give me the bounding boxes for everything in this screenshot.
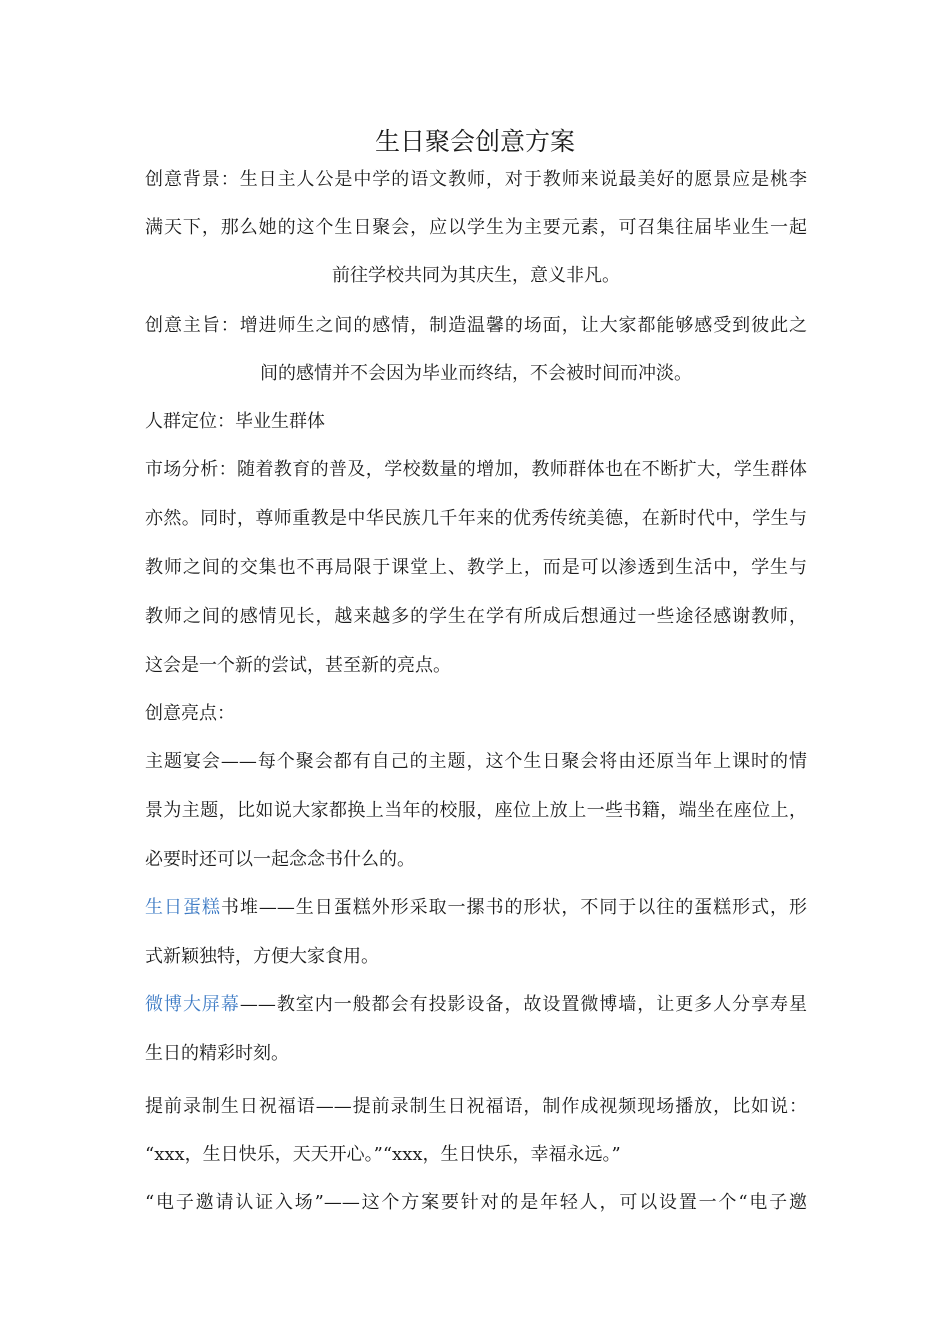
highlights-heading: 创意亮点： — [145, 703, 235, 724]
invite-line-1: “电子邀请认证入场”——这个方案要针对的是年轻人，可以设置一个“电子邀 — [145, 1192, 807, 1213]
video-line-1: 提前录制生日祝福语——提前录制生日祝福语，制作成视频现场播放，比如说： — [145, 1096, 807, 1117]
video-line-2: “xxx，生日快乐，天天开心。”“xxx，生日快乐，幸福永远。” — [145, 1144, 621, 1165]
market-label: 市场分析： — [145, 459, 237, 480]
market-line-2: 亦然。同时，尊师重教是中华民族几千年来的优秀传统美德，在新时代中，学生与 — [145, 508, 807, 529]
theme-line-2: 景为主题，比如说大家都换上当年的校服，座位上放上一些书籍，端坐在座位上， — [145, 800, 807, 821]
cake-line-2: 式新颖独特，方便大家食用。 — [145, 946, 379, 967]
purpose-line-2: 间的感情并不会因为毕业而终结，不会被时间而冲淡。 — [260, 363, 692, 384]
theme-line-1: 主题宴会——每个聚会都有自己的主题，这个生日聚会将由还原当年上课时的情 — [145, 751, 807, 772]
background-line-2: 满天下，那么她的这个生日聚会，应以学生为主要元素，可召集往届毕业生一起 — [145, 217, 807, 238]
market-line-4: 教师之间的感情见长，越来越多的学生在学有所成后想通过一些途径感谢教师， — [145, 606, 807, 627]
market-line-3: 教师之间的交集也不再局限于课堂上、教学上，而是可以渗透到生活中，学生与 — [145, 557, 807, 578]
theme-line-3: 必要时还可以一起念念书什么的。 — [145, 849, 415, 870]
cake-link[interactable]: 生日蛋糕 — [145, 897, 221, 918]
purpose-line-1: 创意主旨：增进师生之间的感情，制造温馨的场面，让大家都能够感受到彼此之 — [145, 315, 807, 336]
weibo-line-2: 生日的精彩时刻。 — [145, 1043, 289, 1064]
purpose-label: 创意主旨： — [145, 315, 240, 336]
background-line-3: 前往学校共同为其庆生，意义非凡。 — [332, 265, 620, 286]
audience-value: 毕业生群体 — [235, 411, 325, 432]
market-line-5: 这会是一个新的尝试，甚至新的亮点。 — [145, 655, 451, 676]
market-line-1: 市场分析：随着教育的普及，学校数量的增加，教师群体也在不断扩大，学生群体 — [145, 459, 807, 480]
weibo-line-1: 微博大屏幕——教室内一般都会有投影设备，故设置微博墙，让更多人分享寿星 — [145, 994, 807, 1015]
audience-label: 人群定位： — [145, 411, 235, 432]
audience-line — [145, 408, 807, 436]
weibo-link[interactable]: 微博大屏幕 — [145, 994, 240, 1015]
page-title: 生日聚会创意方案 — [374, 127, 575, 156]
cake-line-1: 生日蛋糕书堆——生日蛋糕外形采取一摞书的形状，不同于以往的蛋糕形式，形 — [145, 897, 807, 918]
background-line-1: 创意背景：生日主人公是中学的语文教师，对于教师来说最美好的愿景应是桃李 — [145, 169, 807, 190]
background-label: 创意背景： — [145, 169, 240, 190]
